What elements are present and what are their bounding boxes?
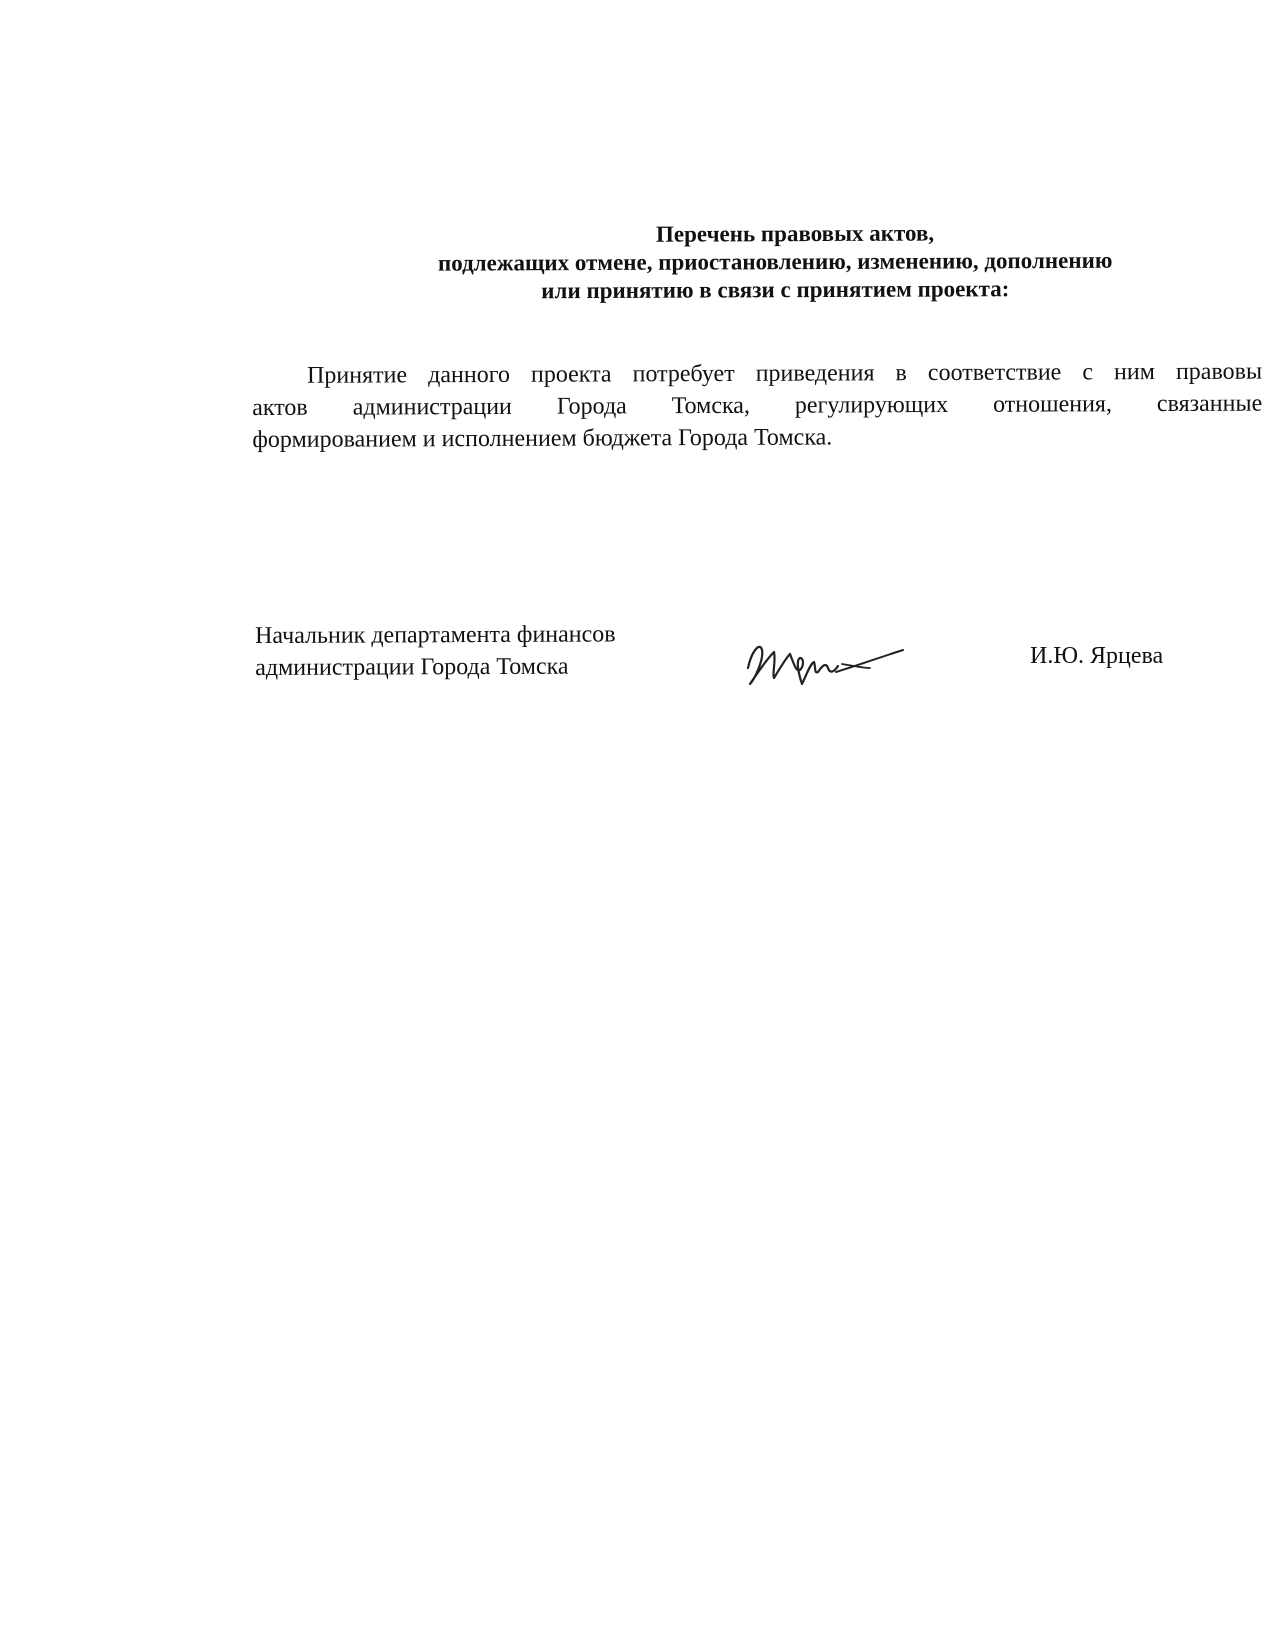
document-heading [360, 218, 1190, 306]
body-paragraph [252, 356, 1262, 456]
body-line-1: Принятие данного проекта потребует приведения в соответствие с ним правовы [307, 358, 1263, 389]
heading-line-2: подлежащих отмене, приостановлению, изменению, дополнению [437, 247, 1113, 276]
heading-line-1: Перечень правовых актов, [655, 220, 935, 247]
signatory-position [255, 618, 616, 684]
signatory-position-line-1: Начальник департамента финансов [255, 621, 616, 649]
body-line-2: актов администрации Города Томска, регулирующих отношения, связанные [252, 390, 1263, 421]
body-line-3: формированием и исполнением бюджета Города Томска. [252, 424, 833, 453]
heading-line-3: или принятию в связи с принятием проекта: [541, 276, 1010, 304]
signatory-position-line-2: администрации Города Томска [255, 653, 569, 681]
signatory-name: И.Ю. Ярцева [1030, 643, 1164, 669]
handwritten-signature [738, 628, 918, 698]
